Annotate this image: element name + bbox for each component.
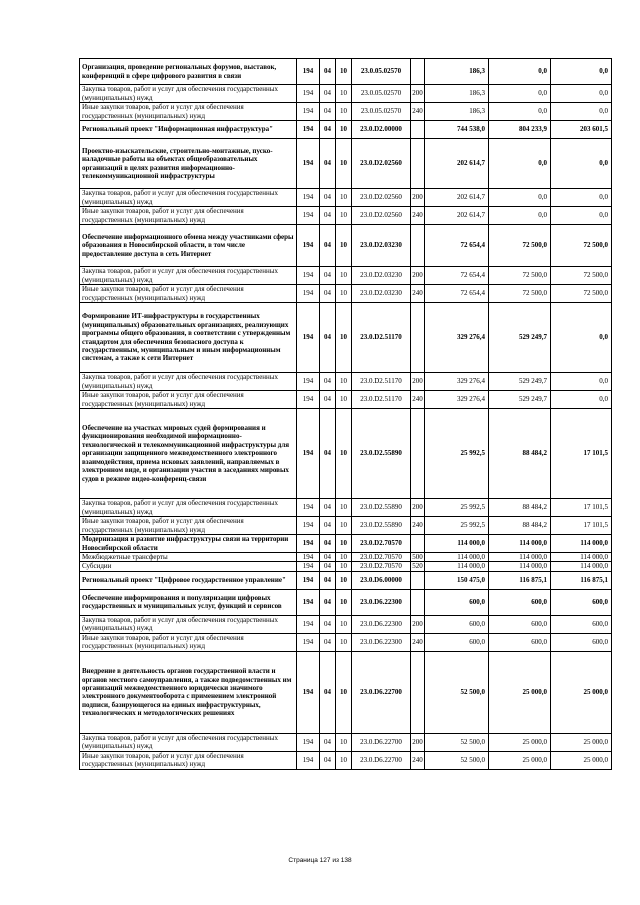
row-csr: 23.0.D6.22700 (352, 733, 411, 751)
row-value-1: 600,0 (425, 633, 489, 651)
row-vr: 200 (411, 189, 425, 207)
row-value-1: 202 614,7 (425, 189, 489, 207)
row-value-1: 72 654,4 (425, 267, 489, 285)
table-row (80, 499, 612, 517)
row-csr: 23.0.D2.55890 (352, 409, 411, 499)
row-value-2: 600,0 (489, 633, 551, 651)
row-rz: 04 (320, 535, 336, 553)
row-pr: 10 (336, 589, 352, 615)
row-value-3: 25 000,0 (551, 651, 612, 733)
row-value-2: 114 000,0 (489, 535, 551, 553)
row-pr: 10 (336, 553, 352, 562)
row-name: Иные закупки товаров, работ и услуг для обеспечения государственных (муниципальных) нужд (80, 633, 297, 651)
row-name: Иные закупки товаров, работ и услуг для обеспечения государственных (муниципальных) нужд (80, 751, 297, 769)
row-name: Закупка товаров, работ и услуг для обеспечения государственных (муниципальных) нужд (80, 615, 297, 633)
row-vr: 240 (411, 633, 425, 651)
row-csr: 23.0.D2.03230 (352, 267, 411, 285)
row-value-3: 114 000,0 (551, 535, 612, 553)
row-value-2: 25 000,0 (489, 751, 551, 769)
row-value-1: 329 276,4 (425, 391, 489, 409)
row-csr: 23.0.D2.70570 (352, 535, 411, 553)
row-pr: 10 (336, 139, 352, 189)
row-name: Региональный проект "Информационная инфраструктура" (80, 121, 297, 139)
row-value-3: 600,0 (551, 615, 612, 633)
row-value-1: 744 538,0 (425, 121, 489, 139)
row-value-1: 52 500,0 (425, 651, 489, 733)
row-name: Иные закупки товаров, работ и услуг для обеспечения государственных (муниципальных) нужд (80, 207, 297, 225)
row-pr: 10 (336, 267, 352, 285)
row-value-3: 0,0 (551, 85, 612, 103)
row-rz: 04 (320, 225, 336, 267)
row-vr: 500 (412, 553, 423, 561)
row-name: Иные закупки товаров, работ и услуг для обеспечения государственных (муниципальных) нужд (80, 517, 297, 535)
row-csr: 23.0.D6.22700 (352, 651, 411, 733)
row-rz: 04 (320, 303, 336, 373)
row-vr: 240 (411, 517, 425, 535)
row-csr: 23.0.D6.22300 (352, 633, 411, 651)
row-rz: 04 (320, 633, 336, 651)
row-gr: 194 (297, 651, 320, 733)
row-vr (411, 651, 425, 733)
row-vr: 240 (411, 207, 425, 225)
row-rz: 04 (320, 517, 336, 535)
row-vr (411, 121, 425, 139)
row-value-1: 186,3 (425, 59, 489, 85)
row-value-1: 114 000,0 (425, 553, 489, 562)
row-value-3: 600,0 (551, 633, 612, 651)
row-value-1: 329 276,4 (425, 373, 489, 391)
row-gr: 194 (297, 267, 320, 285)
row-value-2: 0,0 (489, 139, 551, 189)
row-value-2: 600,0 (489, 589, 551, 615)
row-rz: 04 (320, 85, 336, 103)
row-value-3: 0,0 (551, 139, 612, 189)
row-value-1: 72 654,4 (425, 285, 489, 303)
row-csr: 23.0.D6.22300 (352, 615, 411, 633)
row-value-2: 114 000,0 (489, 553, 551, 562)
row-pr: 10 (336, 535, 352, 553)
row-rz: 04 (320, 571, 336, 589)
row-value-3: 114 000,0 (551, 553, 612, 562)
row-vr (411, 225, 425, 267)
table-row (80, 615, 612, 633)
row-vr: 200 (411, 85, 425, 103)
row-value-3: 0,0 (551, 207, 612, 225)
row-name: Организация, проведение региональных форумов, выставок, конференций в сфере цифрового развития в связи (80, 59, 297, 85)
row-gr: 194 (297, 499, 320, 517)
row-gr: 194 (297, 517, 320, 535)
row-gr: 194 (297, 615, 320, 633)
row-pr: 10 (336, 85, 352, 103)
row-pr: 10 (336, 733, 352, 751)
row-value-3: 0,0 (551, 59, 612, 85)
row-vr: 200 (411, 373, 425, 391)
row-value-1: 25 992,5 (425, 517, 489, 535)
row-rz: 04 (320, 139, 336, 189)
row-value-3: 203 601,5 (551, 121, 612, 139)
table-row (80, 225, 612, 267)
row-value-2: 0,0 (489, 85, 551, 103)
row-value-2: 529 249,7 (489, 303, 551, 373)
row-value-2: 804 233,9 (489, 121, 551, 139)
row-vr: 240 (411, 103, 425, 121)
table-row (80, 85, 612, 103)
row-value-3: 72 500,0 (551, 267, 612, 285)
row-gr: 194 (297, 189, 320, 207)
row-value-1: 600,0 (425, 589, 489, 615)
row-csr: 23.0.D2.55890 (352, 499, 411, 517)
row-name: Закупка товаров, работ и услуг для обеспечения государственных (муниципальных) нужд (80, 267, 297, 285)
table-row (80, 751, 612, 769)
row-rz: 04 (320, 59, 336, 85)
row-pr: 10 (336, 303, 352, 373)
row-csr: 23.0.D6.00000 (352, 571, 411, 589)
row-value-2: 88 484,2 (489, 499, 551, 517)
row-gr: 194 (297, 303, 320, 373)
row-pr: 10 (336, 225, 352, 267)
row-gr: 194 (297, 103, 320, 121)
row-pr: 10 (336, 517, 352, 535)
row-rz: 04 (320, 733, 336, 751)
row-value-2: 0,0 (489, 59, 551, 85)
row-value-1: 25 992,5 (425, 499, 489, 517)
row-pr: 10 (336, 751, 352, 769)
row-gr: 194 (297, 535, 320, 553)
row-value-1: 186,3 (425, 103, 489, 121)
row-value-3: 600,0 (551, 589, 612, 615)
row-pr: 10 (336, 571, 352, 589)
row-gr: 194 (297, 59, 320, 85)
row-value-1: 72 654,4 (425, 225, 489, 267)
row-gr: 194 (297, 571, 320, 589)
row-value-3: 0,0 (551, 373, 612, 391)
row-name: Субсидии (80, 562, 297, 571)
row-value-3: 0,0 (551, 391, 612, 409)
row-value-1: 25 992,5 (425, 409, 489, 499)
row-value-2: 600,0 (489, 615, 551, 633)
row-pr: 10 (336, 651, 352, 733)
row-rz: 04 (320, 499, 336, 517)
row-name: Закупка товаров, работ и услуг для обеспечения государственных (муниципальных) нужд (80, 733, 297, 751)
row-gr: 194 (297, 733, 320, 751)
row-csr: 23.0.05.02570 (352, 85, 411, 103)
row-name: Обеспечение информационного обмена между участниками сферы образования в Новосибирской области, в том числе предоставление доступа в сеть Интернет (80, 225, 297, 267)
row-gr: 194 (297, 751, 320, 769)
row-name: Формирование ИТ-инфраструктуры в государственных (муниципальных) образовательных организациях, реализующих программы общего образования, в соответствии с утвержденным стандартом для обеспечения безопасного доступа к государственным, муниципальным и иным информационным системам, а также к сети Интернет (80, 303, 297, 373)
table-row (80, 733, 612, 751)
table-row (80, 409, 612, 499)
row-value-2: 529 249,7 (489, 391, 551, 409)
row-value-3: 17 101,5 (551, 499, 612, 517)
budget-table (79, 58, 612, 770)
row-name: Обеспечение на участках мировых судей формирования и функционирования необходимой информационно-технологической и телекоммуникационной инфраструктуры для организации защищенного межведомственного электронного взаимодействия, приема исковых заявлений, направляемых в электронном виде, и организации участия в заседаниях мировых судов в режиме видео-конференц-связи (80, 409, 297, 499)
row-rz: 04 (320, 589, 336, 615)
row-csr: 23.0.D2.70570 (352, 562, 411, 571)
row-vr: 240 (411, 285, 425, 303)
row-value-1: 114 000,0 (425, 535, 489, 553)
row-gr: 194 (297, 373, 320, 391)
row-value-1: 202 614,7 (425, 139, 489, 189)
row-csr: 23.0.D2.55890 (352, 517, 411, 535)
row-name: Обеспечение информирования и популяризации цифровых государственных и муниципальных услуг, функций и сервисов (80, 589, 297, 615)
row-name: Закупка товаров, работ и услуг для обеспечения государственных (муниципальных) нужд (80, 373, 297, 391)
row-gr: 194 (297, 553, 320, 562)
table-row (80, 562, 612, 571)
row-rz: 04 (320, 651, 336, 733)
row-gr: 194 (297, 285, 320, 303)
row-value-1: 52 500,0 (425, 751, 489, 769)
row-name: Иные закупки товаров, работ и услуг для обеспечения государственных (муниципальных) нужд (80, 391, 297, 409)
row-pr: 10 (336, 207, 352, 225)
row-gr: 194 (297, 139, 320, 189)
row-vr: 240 (411, 391, 425, 409)
row-gr: 194 (297, 207, 320, 225)
table-row (80, 189, 612, 207)
table-row (80, 535, 612, 553)
row-name: Межбюджетные трансферты (80, 553, 297, 562)
row-value-3: 72 500,0 (551, 225, 612, 267)
row-rz: 04 (320, 751, 336, 769)
row-value-2: 0,0 (489, 207, 551, 225)
row-rz: 04 (320, 103, 336, 121)
row-pr: 10 (336, 285, 352, 303)
row-csr: 23.0.05.02570 (352, 103, 411, 121)
row-csr: 23.0.D2.02560 (352, 189, 411, 207)
row-name: Закупка товаров, работ и услуг для обеспечения государственных (муниципальных) нужд (80, 189, 297, 207)
page-number: Страница 127 из 138 (288, 857, 352, 864)
row-value-1: 202 614,7 (425, 207, 489, 225)
row-value-2: 72 500,0 (489, 267, 551, 285)
row-vr (411, 409, 425, 499)
table-row (80, 121, 612, 139)
table-row (80, 373, 612, 391)
row-value-2: 88 484,2 (489, 517, 551, 535)
table-row (80, 391, 612, 409)
row-csr: 23.0.D2.02560 (352, 207, 411, 225)
row-vr (411, 571, 425, 589)
table-row (80, 589, 612, 615)
row-rz: 04 (320, 207, 336, 225)
row-name: Модернизация и развитие инфраструктуры связи на территории Новосибирской области (80, 535, 297, 553)
row-csr: 23.0.D2.70570 (352, 553, 411, 562)
table-row (80, 207, 612, 225)
row-value-3: 17 101,5 (551, 409, 612, 499)
table-row (80, 633, 612, 651)
row-rz: 04 (320, 391, 336, 409)
row-name: Закупка товаров, работ и услуг для обеспечения государственных (муниципальных) нужд (80, 85, 297, 103)
row-value-2: 25 000,0 (489, 733, 551, 751)
row-value-1: 52 500,0 (425, 733, 489, 751)
row-value-1: 329 276,4 (425, 303, 489, 373)
row-pr: 10 (336, 189, 352, 207)
row-vr (411, 303, 425, 373)
row-name: Закупка товаров, работ и услуг для обеспечения государственных (муниципальных) нужд (80, 499, 297, 517)
row-gr: 194 (297, 225, 320, 267)
row-vr: 520 (412, 562, 423, 571)
row-rz: 04 (320, 267, 336, 285)
table-row (80, 303, 612, 373)
row-gr: 194 (297, 562, 320, 571)
row-csr: 23.0.D2.51170 (352, 303, 411, 373)
row-gr: 194 (297, 409, 320, 499)
row-value-3: 0,0 (551, 103, 612, 121)
row-rz: 04 (320, 553, 336, 562)
row-value-2: 116 875,1 (489, 571, 551, 589)
row-csr: 23.0.05.02570 (352, 59, 411, 85)
row-gr: 194 (297, 633, 320, 651)
row-vr: 200 (411, 733, 425, 751)
row-name: Внедрение в деятельность органов государственной власти и органов местного самоуправления, а также подведомственных им организаций межведомственного юридически значимого электронного документооборота с применением электронной подписи, базирующегося на единых инфраструктурных, технологических и методологических решениях (80, 651, 297, 733)
row-rz: 04 (320, 285, 336, 303)
row-value-2: 529 249,7 (489, 373, 551, 391)
row-csr: 23.0.D2.00000 (352, 121, 411, 139)
row-pr: 10 (336, 121, 352, 139)
row-value-3: 25 000,0 (551, 751, 612, 769)
row-value-2: 114 000,0 (489, 562, 551, 571)
row-value-2: 25 000,0 (489, 651, 551, 733)
row-name: Региональный проект "Цифровое государственное управление" (80, 571, 297, 589)
row-rz: 04 (320, 373, 336, 391)
row-gr: 194 (297, 121, 320, 139)
table-row (80, 651, 612, 733)
row-value-2: 72 500,0 (489, 225, 551, 267)
row-value-2: 0,0 (489, 103, 551, 121)
row-csr: 23.0.D2.51170 (352, 391, 411, 409)
row-pr: 10 (336, 59, 352, 85)
table-row (80, 59, 612, 85)
row-pr: 10 (336, 373, 352, 391)
row-pr: 10 (336, 103, 352, 121)
table-row (80, 285, 612, 303)
row-value-3: 25 000,0 (551, 733, 612, 751)
row-value-3: 114 000,0 (551, 562, 612, 571)
row-value-3: 0,0 (551, 303, 612, 373)
row-name: Иные закупки товаров, работ и услуг для обеспечения государственных (муниципальных) нужд (80, 285, 297, 303)
row-vr (411, 139, 425, 189)
row-vr: 200 (411, 499, 425, 517)
row-pr: 10 (336, 633, 352, 651)
row-csr: 23.0.D6.22700 (352, 751, 411, 769)
row-gr: 194 (297, 391, 320, 409)
row-name: Проектно-изыскательские, строительно-монтажные, пуско-наладочные работы на объектах общеобразовательных организаций в целях развития информационно-телекоммуникационной инфраструктуры (80, 139, 297, 189)
row-csr: 23.0.D2.03230 (352, 225, 411, 267)
row-vr (411, 59, 425, 85)
row-rz: 04 (320, 189, 336, 207)
row-vr (411, 535, 425, 553)
table-row (80, 553, 612, 562)
table-row (80, 267, 612, 285)
row-value-1: 150 475,0 (425, 571, 489, 589)
row-value-3: 17 101,5 (551, 517, 612, 535)
row-vr: 240 (411, 751, 425, 769)
row-value-3: 72 500,0 (551, 285, 612, 303)
row-name: Иные закупки товаров, работ и услуг для обеспечения государственных (муниципальных) нужд (80, 103, 297, 121)
row-value-1: 114 000,0 (425, 562, 489, 571)
row-vr: 200 (411, 267, 425, 285)
row-value-2: 72 500,0 (489, 285, 551, 303)
row-value-1: 600,0 (425, 615, 489, 633)
row-value-1: 186,3 (425, 85, 489, 103)
row-pr: 10 (336, 409, 352, 499)
row-csr: 23.0.D2.02560 (352, 139, 411, 189)
row-csr: 23.0.D2.03230 (352, 285, 411, 303)
row-value-3: 116 875,1 (551, 571, 612, 589)
row-pr: 10 (336, 499, 352, 517)
row-gr: 194 (297, 85, 320, 103)
row-gr: 194 (297, 589, 320, 615)
table-row (80, 103, 612, 121)
row-rz: 04 (320, 409, 336, 499)
row-vr (411, 589, 425, 615)
row-csr: 23.0.D6.22300 (352, 589, 411, 615)
table-row (80, 139, 612, 189)
table-row (80, 571, 612, 589)
row-rz: 04 (320, 562, 336, 571)
row-pr: 10 (336, 562, 352, 571)
row-value-2: 88 484,2 (489, 409, 551, 499)
row-csr: 23.0.D2.51170 (352, 373, 411, 391)
row-pr: 10 (336, 391, 352, 409)
row-vr: 200 (411, 615, 425, 633)
row-value-2: 0,0 (489, 189, 551, 207)
table-row (80, 517, 612, 535)
row-pr: 10 (336, 615, 352, 633)
row-rz: 04 (320, 121, 336, 139)
row-rz: 04 (320, 615, 336, 633)
row-value-3: 0,0 (551, 189, 612, 207)
